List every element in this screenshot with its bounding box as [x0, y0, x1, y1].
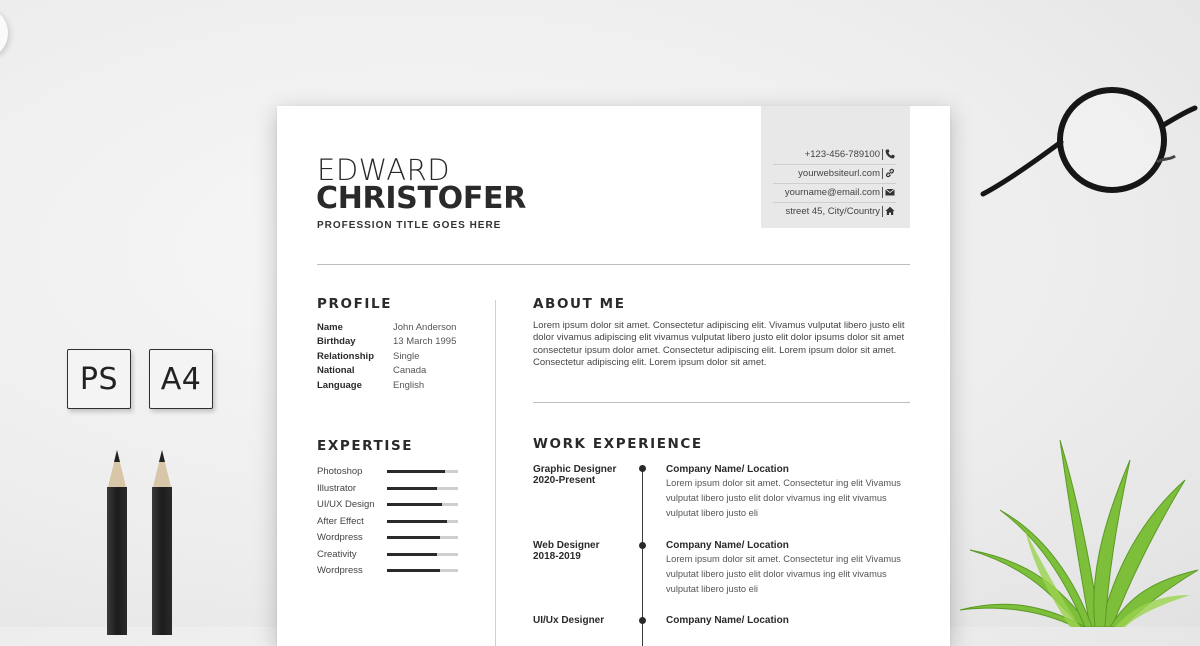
- job-description: [666, 476, 914, 521]
- profile-label-birthday: Birthday: [317, 336, 356, 347]
- column-divider: [495, 300, 496, 646]
- contact-divider: [882, 168, 883, 179]
- job-description-line: vulputat libero justo elit dolor vivamus ing elit vivamus: [666, 569, 887, 579]
- skill-bar-fill: [387, 520, 447, 523]
- ps-format-badge: PS: [67, 349, 131, 409]
- skill-label: Wordpress: [317, 532, 363, 543]
- pencil-left-icon: [107, 450, 127, 635]
- pencil-right-icon: [152, 450, 172, 635]
- header-divider: [317, 264, 910, 265]
- job-role: UI/Ux Designer: [533, 615, 605, 626]
- job-description-line: vulputat libero justo eli: [666, 508, 758, 518]
- corner-decoration: [0, 10, 8, 56]
- job-role: Web Designer: [533, 540, 600, 551]
- skill-label: Photoshop: [317, 466, 363, 477]
- about-divider: [533, 402, 910, 403]
- profile-value-birthday: 13 March 1995: [393, 336, 457, 347]
- contact-website-text: yourwebsiteurl.com: [798, 168, 880, 179]
- profile-heading: PROFILE: [317, 296, 393, 312]
- skill-bar-fill: [387, 487, 437, 490]
- phone-icon: [884, 148, 896, 160]
- contact-address-text: street 45, City/Country: [785, 206, 880, 217]
- skill-label: Wordpress: [317, 565, 363, 576]
- envelope-icon: [884, 186, 896, 198]
- contact-website-row: [773, 165, 896, 184]
- profile-value-language: English: [393, 380, 425, 391]
- skill-bar-track: [387, 470, 458, 473]
- plant-icon: [940, 420, 1200, 627]
- link-icon: [884, 167, 896, 179]
- job-years: 2018-2019: [533, 551, 581, 562]
- contact-divider: [882, 149, 883, 160]
- home-icon: [884, 205, 896, 217]
- timeline-dot: [639, 617, 646, 624]
- eyeglasses-icon: [975, 80, 1200, 210]
- about-text: Lorem ipsum dolor sit amet. Consectetur adipiscing elit. Vivamus vulputat libero justo elit dolor vivamus adipiscing elit vivamus vulputat libero justo elit dolor ipsums dolor sit amet consectetur ipsum dolor amet. Consectetur adipiscing elit. Lorem ipsum dolor sit amet. Consectetur adipiscing elit. Lorem ipsum dolor sit amet.: [533, 320, 905, 368]
- skill-label: Illustrator: [317, 483, 357, 494]
- timeline-dot: [639, 465, 646, 472]
- last-name: CHRISTOFER: [316, 181, 527, 216]
- contact-box: [761, 106, 910, 228]
- profile-value-relationship: Single: [393, 351, 420, 362]
- job-company: Company Name/ Location: [666, 464, 789, 475]
- skill-label: After Effect: [317, 516, 364, 527]
- profile-label-name: Name: [317, 322, 343, 333]
- contact-email-text: yourname@email.com: [784, 187, 880, 198]
- contact-divider: [882, 187, 883, 198]
- job-years: 2020-Present: [533, 475, 596, 486]
- skill-bar-track: [387, 487, 458, 490]
- contact-phone-row: [773, 146, 896, 165]
- job-description-line: vulputat libero justo eli: [666, 584, 758, 594]
- job-role: Graphic Designer: [533, 464, 617, 475]
- first-name: EDWARD: [317, 153, 451, 187]
- job-company: Company Name/ Location: [666, 615, 789, 626]
- skill-bar-fill: [387, 553, 437, 556]
- contact-address-row: [773, 203, 896, 221]
- skill-bar-fill: [387, 536, 440, 539]
- contact-email-row: [773, 184, 896, 203]
- profile-value-name: John Anderson: [393, 322, 457, 333]
- skill-label: Creativity: [317, 549, 357, 560]
- profile-label-language: Language: [317, 380, 362, 391]
- job-company: Company Name/ Location: [666, 540, 789, 551]
- skill-bar-fill: [387, 470, 445, 473]
- skill-bar-track: [387, 553, 458, 556]
- profile-value-national: Canada: [393, 365, 427, 376]
- skill-bar-track: [387, 569, 458, 572]
- job-description-line: vulputat libero justo elit dolor vivamus ing elit vivamus: [666, 493, 887, 503]
- profile-label-relationship: Relationship: [317, 351, 375, 362]
- skill-label: UI/UX Design: [317, 499, 375, 510]
- skill-bar-fill: [387, 569, 440, 572]
- skill-bar-track: [387, 503, 458, 506]
- job-description-line: Lorem ipsum dolor sit amet. Consectetur ing elit Vivamus: [666, 478, 901, 488]
- timeline-dot: [639, 542, 646, 549]
- pencils-icon: [95, 445, 185, 635]
- about-heading: ABOUT ME: [533, 296, 626, 312]
- skill-bar-track: [387, 520, 458, 523]
- contact-divider: [882, 206, 883, 217]
- profile-label-national: National: [317, 365, 355, 376]
- contact-phone-text: +123-456-789100: [804, 149, 880, 160]
- work-heading: WORK EXPERIENCE: [533, 436, 703, 452]
- resume-paper: [277, 106, 950, 646]
- expertise-heading: EXPERTISE: [317, 438, 414, 454]
- profession-title: PROFESSION TITLE GOES HERE: [317, 220, 502, 231]
- job-description-line: Lorem ipsum dolor sit amet. Consectetur ing elit Vivamus: [666, 554, 901, 564]
- skill-bar-fill: [387, 503, 442, 506]
- a4-format-badge: A4: [149, 349, 213, 409]
- skill-bar-track: [387, 536, 458, 539]
- job-description: [666, 552, 914, 597]
